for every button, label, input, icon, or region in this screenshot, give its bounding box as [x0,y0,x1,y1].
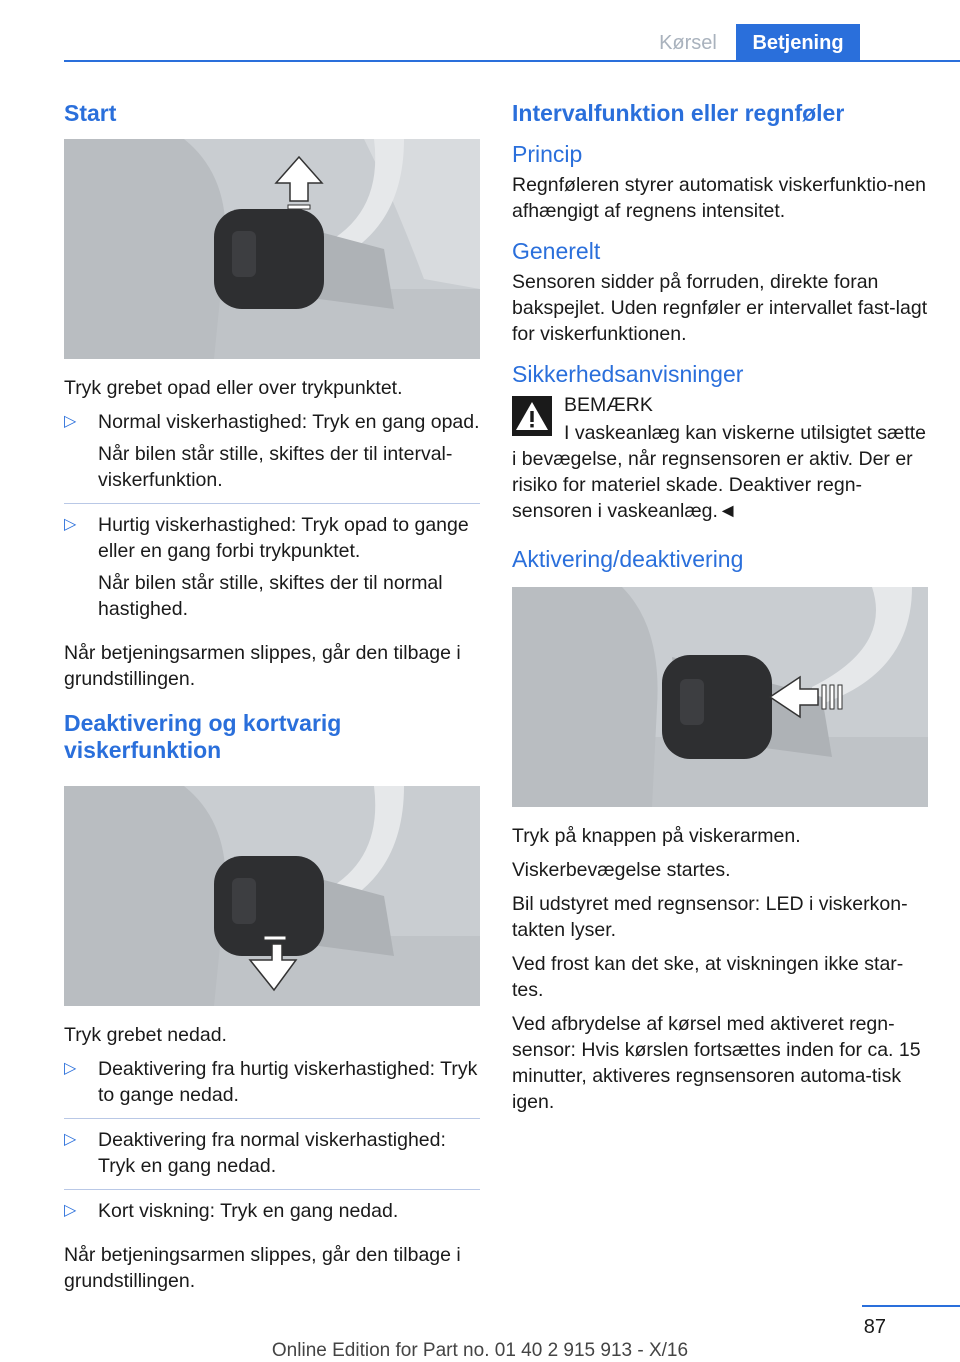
wiper-lever-down-photo [64,786,480,1006]
left-column [64,100,480,1302]
list-item [64,512,480,632]
triangle-bullet-icon: ▷ [64,413,77,430]
wiper-button-press-photo [512,587,928,807]
list-item [64,1198,480,1234]
princip-text: Regnføleren styrer automatisk viskerfunktio-nen afhængigt af regnens intensitet. [512,174,927,222]
interval-heading: Intervalfunktion eller regnføler [512,100,845,126]
triangle-bullet-icon: ▷ [64,1202,77,1219]
tab-korsel[interactable]: Kørsel [659,32,717,54]
header-rule [64,60,960,62]
list-item-note: Når bilen står stille, skiftes der til normal hastighed. [98,572,443,620]
activation-paragraph: Ved afbrydelse af kørsel med aktiveret regn-sensor: Hvis kørslen fortsættes inden for ca. 15 minutter, aktiveres regnsensoren automa-tisk igen. [512,1013,921,1113]
deactivation-intro: Tryk grebet nedad. [64,1024,227,1046]
start-list [64,409,480,632]
start-intro: Tryk grebet opad eller over trykpunktet. [64,377,403,399]
activation-heading: Aktivering/deaktivering [512,546,744,572]
generelt-heading: Generelt [512,238,601,264]
footer-rule [862,1305,960,1307]
warning-triangle-icon [512,396,552,436]
warning-block [512,392,928,524]
activation-paragraph: Tryk på knappen på viskerarmen. [512,825,801,847]
right-column [512,100,928,1123]
list-item-note: Når bilen står stille, skiftes der til interval-viskerfunktion. [98,443,453,491]
warning-label: BEMÆRK [564,394,653,416]
list-item [64,1056,480,1119]
page-number: 87 [863,1316,886,1338]
list-item [64,1127,480,1190]
list-item-text: Kort viskning: Tryk en gang nedad. [98,1200,399,1222]
triangle-bullet-icon: ▷ [64,1060,77,1077]
edition-note: Online Edition for Part no. 01 40 2 915 913 - X/16 [271,1340,689,1361]
safety-heading: Sikkerhedsanvisninger [512,361,744,387]
activation-paragraph: Viskerbevægelse startes. [512,859,731,881]
deactivation-outro: Når betjeningsarmen slippes, går den tilbage i grundstillingen. [64,1244,461,1292]
list-item-text: Deaktivering fra hurtig viskerhastighed: Tryk to gange nedad. [98,1058,478,1106]
generelt-text: Sensoren sidder på forruden, direkte foran bakspejlet. Uden regnføler er intervallet fast-lagt for viskerfunktionen. [512,271,928,345]
deactivation-list [64,1056,480,1234]
list-item [64,409,480,504]
tab-betjening[interactable]: Betjening [736,24,860,62]
triangle-bullet-icon: ▷ [64,1131,77,1148]
activation-paragraph: Bil udstyret med regnsensor: LED i viskerkon-takten lyser. [512,893,908,941]
triangle-bullet-icon: ▷ [64,516,77,533]
deactivation-heading: Deaktivering og kortvarig viskerfunktion [64,710,342,763]
list-item-text: Normal viskerhastighed: Tryk en gang opad. [98,411,480,433]
list-item-text: Hurtig viskerhastighed: Tryk opad to gange eller en gang forbi trykpunktet. [98,514,469,562]
warning-text: I vaskeanlæg kan viskerne utilsigtet sætte i bevægelse, når regnsensoren er aktiv. Der er risiko for materiel skade. Deaktiver regn-sensoren i vaskeanlæg.◄ [512,422,927,522]
activation-paragraph: Ved frost kan det ske, at viskningen ikke star-tes. [512,953,904,1001]
start-heading: Start [64,100,117,126]
princip-heading: Princip [512,141,583,167]
wiper-lever-up-photo [64,139,480,359]
start-outro: Når betjeningsarmen slippes, går den tilbage i grundstillingen. [64,642,461,690]
list-item-text: Deaktivering fra normal viskerhastighed: Tryk en gang nedad. [98,1129,446,1177]
